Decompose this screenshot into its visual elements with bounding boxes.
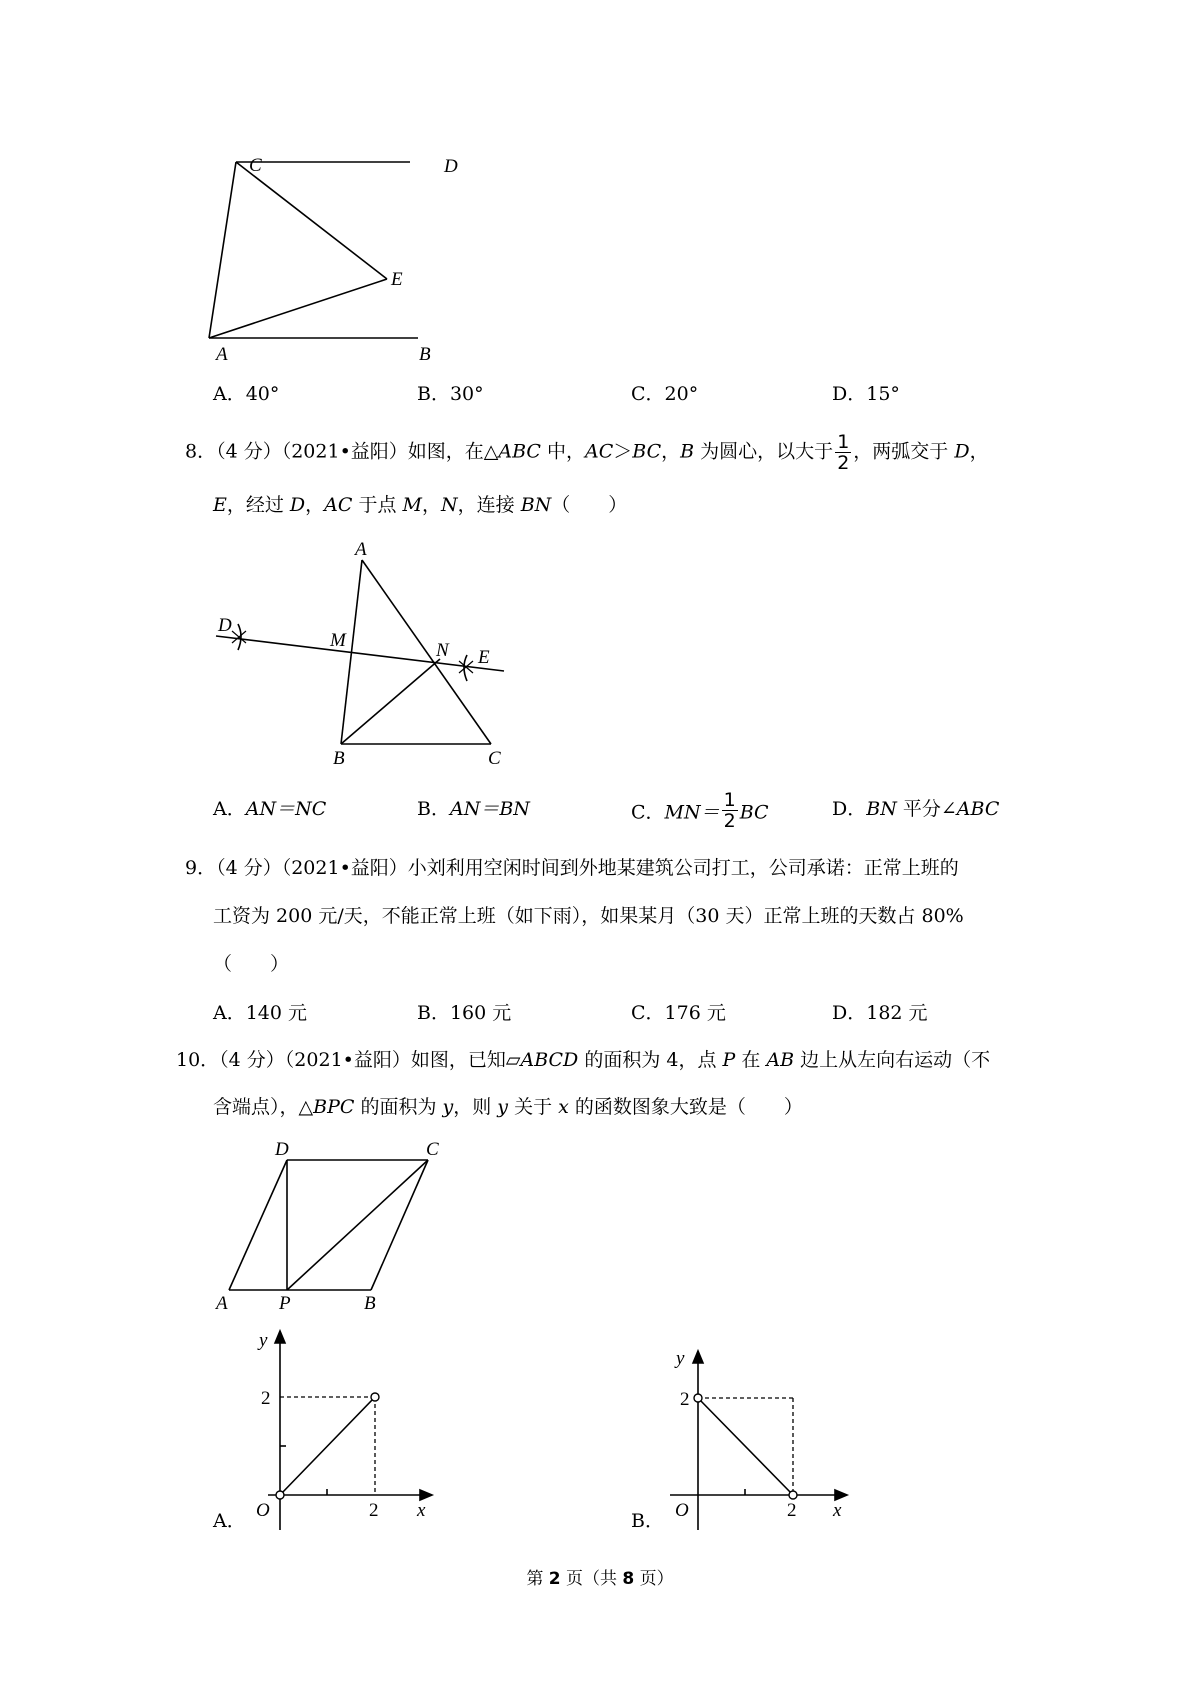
q8-stem-line1: 8．（4 分）（2021•益阳）如图，在△ABC 中，AC＞BC，B 为圆心，以大于 $\frac{1}{2}$ ，两弧交于 D， bbox=[185, 431, 989, 474]
page-number: 2 bbox=[548, 1569, 561, 1589]
q7-label-a: A bbox=[216, 344, 228, 365]
q9-stem-line1: 9．（4 分）（2021•益阳）小刘利用空闲时间到外地某建筑公司打工，公司承诺：正常上班的 bbox=[185, 857, 959, 879]
q7-option-d[interactable]: D．15° bbox=[832, 383, 900, 405]
q8-label-b: B bbox=[333, 748, 345, 769]
q8-label-e: E bbox=[478, 647, 490, 668]
q10-graph-b-xlabel: x bbox=[833, 1500, 842, 1521]
q10-label-p: P bbox=[279, 1293, 291, 1314]
q7-option-c[interactable]: C．20° bbox=[631, 383, 699, 405]
q8-label-c: C bbox=[488, 748, 501, 769]
q10-option-b-label[interactable]: B． bbox=[631, 1510, 664, 1532]
q8-label-a: A bbox=[355, 539, 367, 560]
q7-option-b[interactable]: B．30° bbox=[417, 383, 484, 405]
q8-label-d: D bbox=[218, 615, 232, 636]
q10-graph-b-ytick: 2 bbox=[680, 1389, 690, 1410]
q8-option-c[interactable]: C．MN＝ $\frac{1}{2}$ BC bbox=[631, 789, 769, 832]
q8-option-d[interactable]: D．BN 平分∠ABC bbox=[832, 798, 1000, 820]
q10-option-a-label[interactable]: A． bbox=[213, 1510, 246, 1532]
q7-label-b: B bbox=[419, 344, 431, 365]
q9-option-b[interactable]: B．160 元 bbox=[417, 1002, 512, 1024]
q8-fraction: $\frac{1}{2}$ bbox=[837, 431, 850, 474]
q7-label-e: E bbox=[391, 269, 403, 290]
q10-graph-a-origin: O bbox=[256, 1500, 270, 1521]
q10-graph-b-origin: O bbox=[675, 1500, 689, 1521]
q10-graph-b-xtick: 2 bbox=[787, 1500, 797, 1521]
q8-label-m: M bbox=[330, 630, 346, 651]
q8-option-b[interactable]: B．AN＝BN bbox=[417, 798, 530, 820]
q10-label-d: D bbox=[275, 1139, 289, 1160]
q10-label-a: A bbox=[216, 1293, 228, 1314]
q9-stem-line2: 工资为 200 元/天，不能正常上班（如下雨），如果某月（30 天）正常上班的天数占 80% bbox=[213, 905, 964, 927]
q10-graph-b-ylabel: y bbox=[676, 1348, 685, 1369]
q8-option-a[interactable]: A．AN＝NC bbox=[213, 798, 327, 820]
q10-graph-a-ytick: 2 bbox=[261, 1388, 271, 1409]
q10-graph-a-xtick: 2 bbox=[369, 1500, 379, 1521]
q10-graph-a-xlabel: x bbox=[417, 1500, 426, 1521]
q8-label-n: N bbox=[436, 640, 449, 661]
q10-label-b: B bbox=[364, 1293, 376, 1314]
q10-graph-a-ylabel: y bbox=[259, 1330, 268, 1351]
q7-label-d: D bbox=[444, 156, 458, 177]
page-footer: 第 2 页（共 8 页） bbox=[526, 1569, 674, 1589]
q9-option-c[interactable]: C．176 元 bbox=[631, 1002, 726, 1024]
q10-stem-line2: 含端点），△BPC 的面积为 y，则 y 关于 x 的函数图象大致是（ ） bbox=[213, 1096, 803, 1118]
q10-label-c: C bbox=[426, 1139, 439, 1160]
q7-option-a[interactable]: A．40° bbox=[213, 383, 280, 405]
q9-option-a[interactable]: A．140 元 bbox=[213, 1002, 308, 1024]
q10-stem-line1: 10．（4 分）（2021•益阳）如图，已知▱ABCD 的面积为 4，点 P 在 AB 边上从左向右运动（不 bbox=[176, 1049, 991, 1071]
q8-stem-line2: E，经过 D，AC 于点 M，N，连接 BN（ ） bbox=[213, 494, 628, 516]
q9-stem-line3: （ ） bbox=[213, 953, 290, 975]
q9-option-d[interactable]: D．182 元 bbox=[832, 1002, 928, 1024]
q7-label-c: C bbox=[249, 155, 262, 176]
page-total: 8 bbox=[622, 1569, 635, 1589]
